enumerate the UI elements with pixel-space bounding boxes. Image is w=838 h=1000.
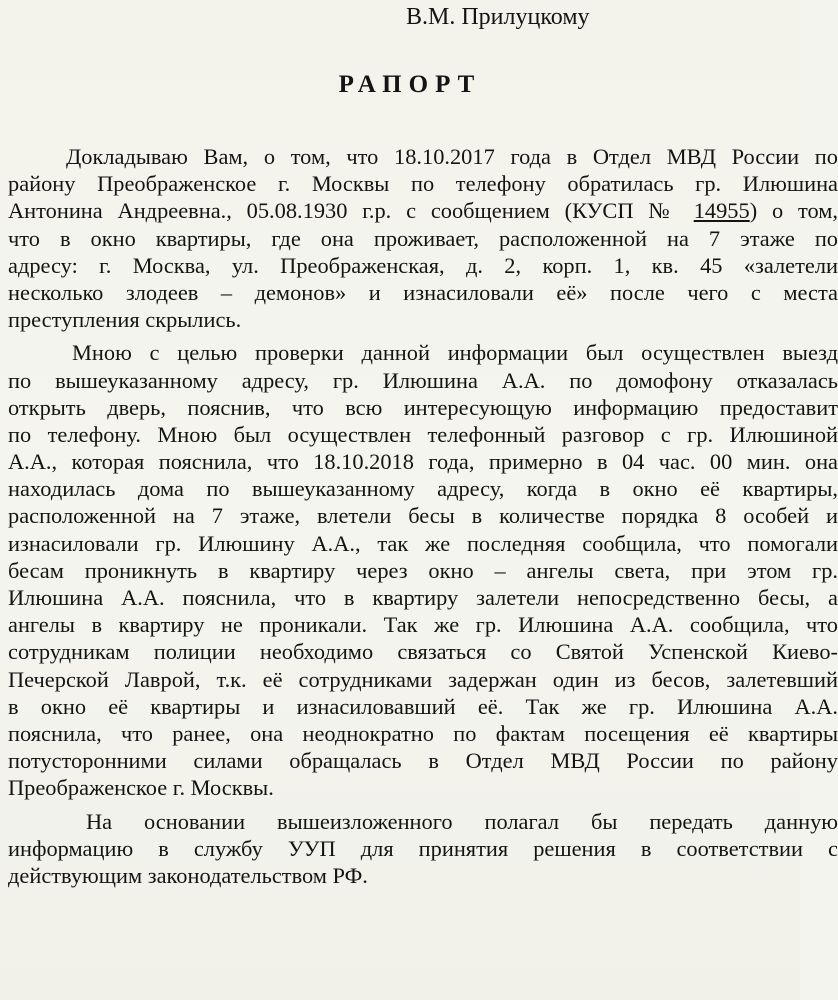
- text-line: бесам проникнуть в квартиру через окно – ангелы света, при этом гр.: [8, 557, 838, 583]
- text-line: Мною с целью проверки данной информации был осуществлен выезд: [72, 340, 838, 366]
- text-line: что в окно квартиры, где она проживает, расположенной на 7 этаже по: [8, 225, 838, 251]
- text-line: преступления скрылись.: [8, 307, 242, 333]
- text-line: информацию в службу УУП для принятия решения в соответствии с: [8, 835, 838, 861]
- text-line: А.А., которая пояснила, что 18.10.2018 года, примерно в 04 час. 00 мин. она: [8, 449, 838, 475]
- text-line: району Преображенское г. Москвы по телефону обратилась гр. Илюшина: [8, 171, 838, 197]
- text-line: в окно её квартиры и изнасиловавший её. Так же гр. Илюшина А.А.: [8, 693, 838, 719]
- text-line: открыть дверь, пояснив, что всю интересующую информацию предоставит: [8, 394, 838, 420]
- text-line: действующим законодательством РФ.: [8, 862, 368, 888]
- text-line: Печерской Лаврой, т.к. её сотрудниками задержан один из бесов, залетевший: [8, 666, 838, 692]
- text-line: по вышеуказанному адресу, гр. Илюшина А.А. по домофону отказалась: [8, 367, 838, 393]
- addressee: В.М. Прилуцкому: [406, 4, 590, 30]
- text-line: адресу: г. Москва, ул. Преображенская, д. 2, корп. 1, кв. 45 «залетели: [8, 252, 838, 278]
- text-line: потусторонними силами обращалась в Отдел МВД России по району: [8, 748, 838, 774]
- text-line: Преображенское г. Москвы.: [8, 775, 274, 801]
- paragraph: [8, 339, 838, 801]
- text-line: сотрудникам полиции необходимо связаться со Святой Успенской Киево-: [8, 639, 838, 665]
- paragraph: [8, 808, 838, 890]
- text-line: находилась дома по вышеуказанному адресу, когда в окно её квартиры,: [8, 476, 838, 502]
- text-line: Докладываю Вам, о том, что 18.10.2017 года в Отдел МВД России по: [66, 144, 838, 169]
- text-line: Антонина Андреевна., 05.08.1930 г.р. с сообщением (КУСП № 14955) о том,: [8, 198, 838, 224]
- case-number: 14955: [693, 198, 750, 224]
- text-line: изнасиловали гр. Илюшину А.А., так же последняя сообщила, что помогали: [8, 530, 838, 556]
- text-line: несколько злодеев – демонов» и изнасиловали её» после чего с места: [8, 279, 838, 305]
- document-body: [8, 143, 838, 889]
- document-title: РАПОРТ: [338, 71, 482, 98]
- paragraph: [8, 143, 838, 333]
- text-line: расположенной на 7 этаже, влетели бесы в количестве порядка 8 особей и: [8, 503, 838, 529]
- text-line: На основании вышеизложенного полагал бы передать данную: [86, 808, 838, 834]
- text-line: пояснила, что ранее, она неоднократно по фактам посещения её квартиры: [8, 720, 838, 746]
- text-line: Илюшина А.А. пояснила, что в квартиру залетели непосредственно бесы, а: [8, 585, 838, 610]
- text-line: ангелы в квартиру не проникали. Так же гр. Илюшина А.А. сообщила, что: [8, 612, 838, 638]
- text-line: по телефону. Мною был осуществлен телефонный разговор с гр. Илюшиной: [8, 421, 838, 447]
